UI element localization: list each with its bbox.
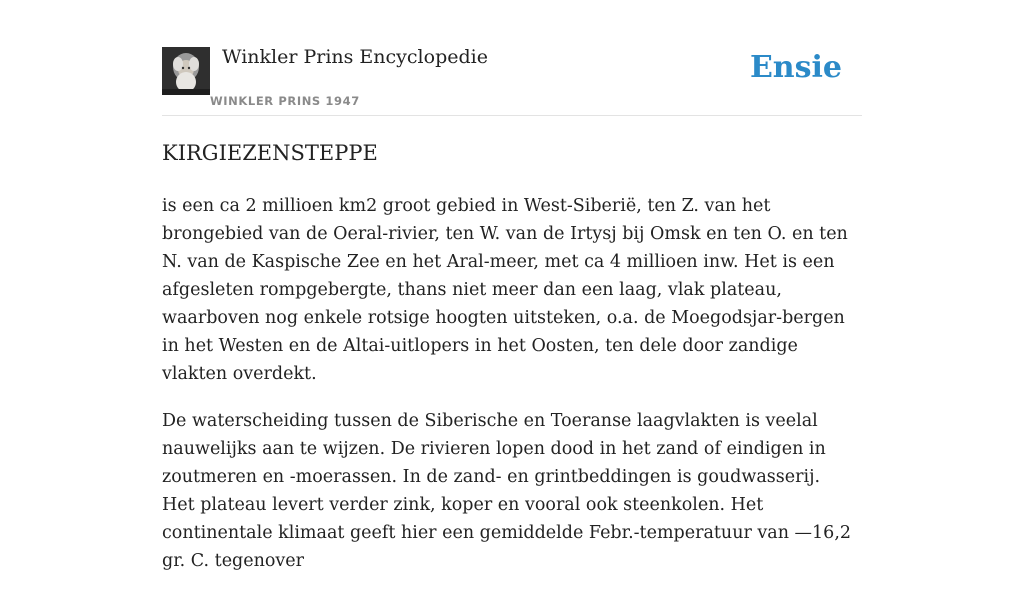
entry-title: KIRGIEZENSTEPPE [162, 141, 378, 165]
brand-logo[interactable]: Ensie [749, 50, 842, 85]
header [162, 44, 862, 116]
article-body [162, 192, 852, 594]
source-title[interactable]: Winkler Prins Encyclopedie [222, 46, 488, 68]
paragraph: De waterscheiding tussen de Siberische en Toeranse laagvlakten is veelal nauwelijks aan te wijzen. De rivieren lopen dood in het zand of eindigen in zoutmeren en -moerassen. In de zand- en grintbeddingen is goudwasserij. Het plateau levert verder zink, koper en vooral ook steenkolen. Het continentale klimaat geeft hier een gemiddelde Febr.-temperatuur van —16,2 gr. C. tegenover [162, 411, 852, 571]
source-subtitle: WINKLER PRINS 1947 [210, 94, 360, 108]
author-avatar[interactable] [162, 47, 210, 95]
paragraph: is een ca 2 millioen km2 groot gebied in West-Siberië, ten Z. van het brongebied van de Oeral-rivier, ten W. van de Irtysj bij Omsk en ten O. en ten N. van de Kaspische Zee en het Aral-meer, met ca 4 millioen inw. Het is een afgesleten rompgebergte, thans niet meer dan een laag, vlak plateau, waarboven nog enkele rotsige hoogten uitsteken, o.a. de Moegodsjar-bergen in het Westen en de Altai-uitlopers in het Oosten, ten dele door zandige vlakten overdekt. [162, 196, 848, 384]
portrait-image [162, 47, 210, 95]
